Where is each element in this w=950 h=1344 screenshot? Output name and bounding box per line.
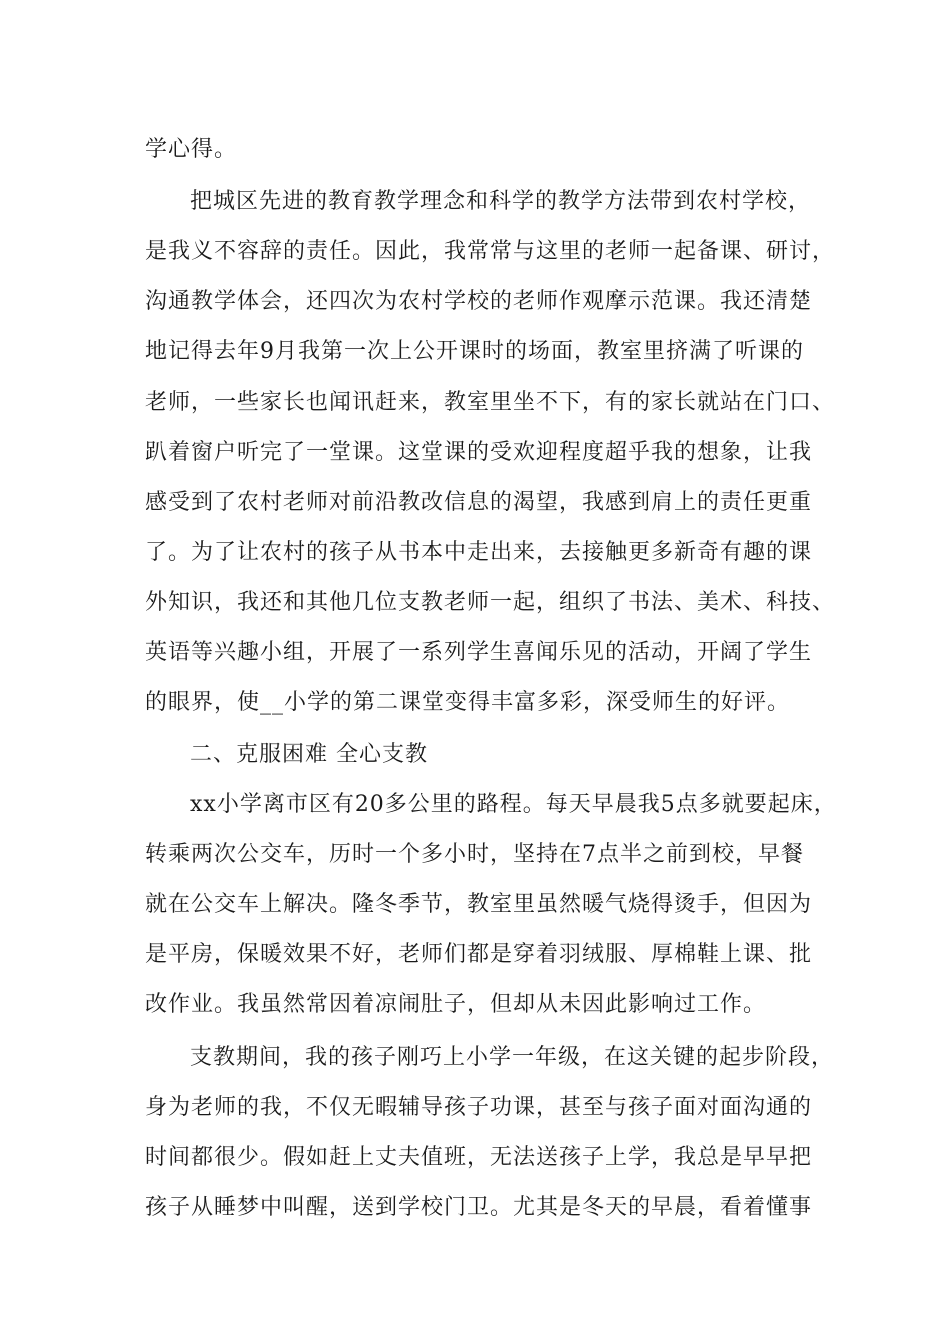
- text-line: 就在公交车上解决。隆冬季节，教室里虽然暖气烧得烫手，但因为: [145, 892, 813, 917]
- text-line: 转乘两次公交车，历时一个多小时，坚持在7点半之前到校，早餐: [145, 842, 804, 867]
- text-line: 学心得。: [145, 137, 238, 162]
- text-line: 孩子从睡梦中叫醒，送到学校门卫。尤其是冬天的早晨，看着懂事: [145, 1195, 813, 1220]
- paragraph-first-line: 支教期间，我的孩子刚巧上小学一年级，在这关键的起步阶段，: [190, 1045, 835, 1070]
- text-line: 的眼界，使__小学的第二课堂变得丰富多彩，深受师生的好评。: [145, 690, 791, 715]
- text-line: 趴着窗户听完了一堂课。这堂课的受欢迎程度超乎我的想象，让我: [145, 440, 813, 465]
- text-line: 感受到了农村老师对前沿教改信息的渴望，我感到肩上的责任更重: [145, 490, 813, 515]
- text-line: 外知识，我还和其他几位支教老师一起，组织了书法、美术、科技、: [145, 590, 836, 615]
- text-line: 沟通教学体会，还四次为农村学校的老师作观摩示范课。我还清楚: [145, 289, 813, 314]
- paragraph-first-line: xx小学离市区有20多公里的路程。每天早晨我5点多就要起床，: [190, 792, 837, 817]
- text-line: 身为老师的我，不仅无暇辅导孩子功课，甚至与孩子面对面沟通的: [145, 1095, 813, 1120]
- section-heading: 二、克服困难 全心支教: [190, 742, 428, 767]
- paragraph-first-line: 把城区先进的教育教学理念和科学的教学方法带到农村学校，: [190, 189, 812, 214]
- text-line: 了。为了让农村的孩子从书本中走出来，去接触更多新奇有趣的课: [145, 540, 813, 565]
- text-line: 是我义不容辞的责任。因此，我常常与这里的老师一起备课、研讨，: [145, 239, 836, 264]
- text-line: 时间都很少。假如赶上丈夫值班，无法送孩子上学，我总是早早把: [145, 1145, 813, 1170]
- text-line: 英语等兴趣小组，开展了一系列学生喜闻乐见的活动，开阔了学生: [145, 640, 813, 665]
- text-line: 老师，一些家长也闻讯赶来，教室里坐不下，有的家长就站在门口、: [145, 390, 836, 415]
- text-line: 是平房，保暖效果不好，老师们都是穿着羽绒服、厚棉鞋上课、批: [145, 942, 813, 967]
- text-line: 改作业。我虽然常因着凉闹肚子，但却从未因此影响过工作。: [145, 992, 767, 1017]
- text-line: 地记得去年9月我第一次上公开课时的场面，教室里挤满了听课的: [145, 339, 804, 364]
